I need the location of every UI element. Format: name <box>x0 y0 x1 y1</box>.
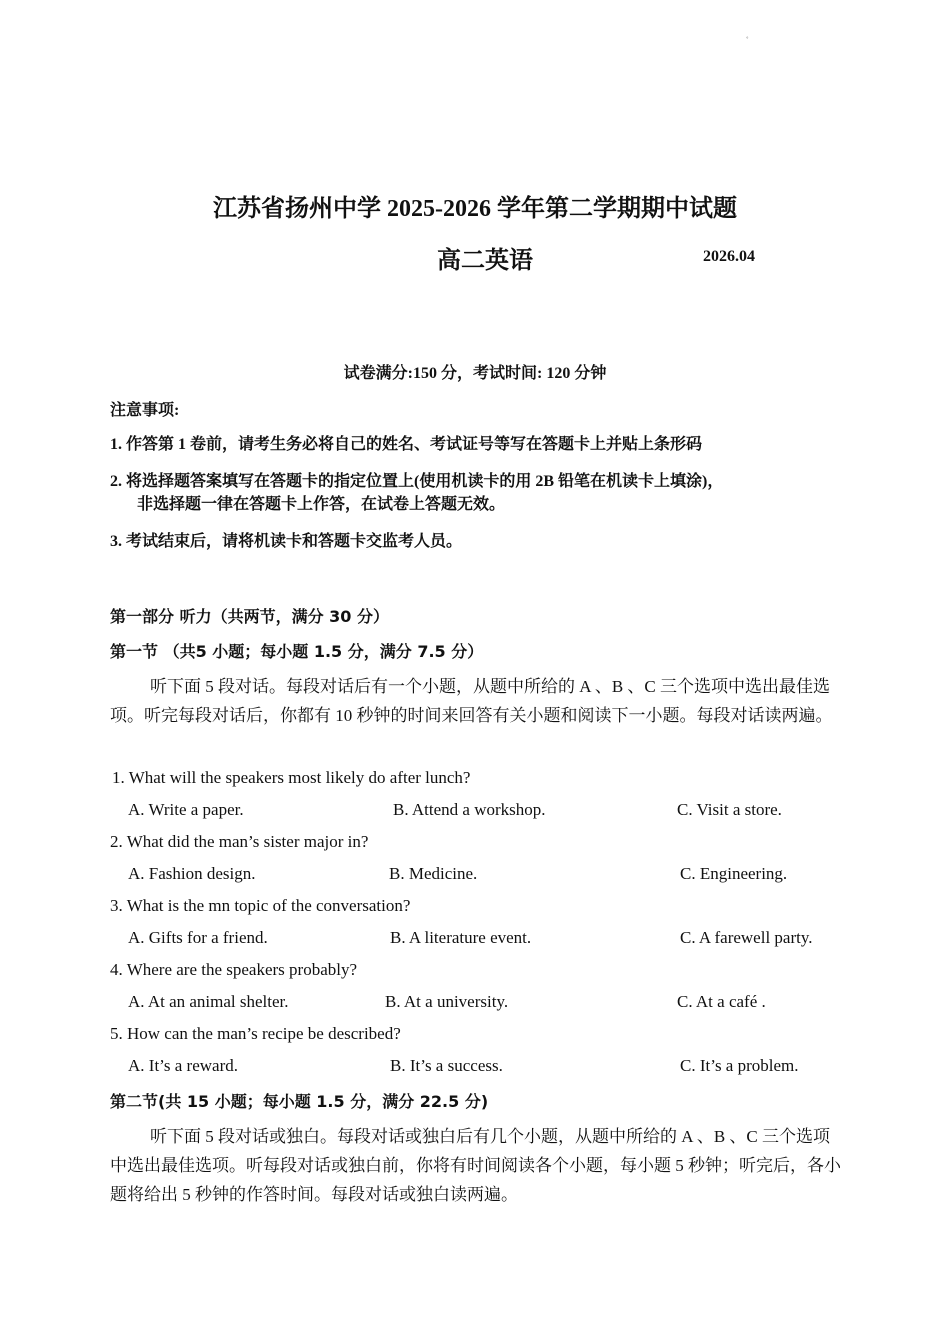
question-4: 4. Where are the speakers probably? <box>110 960 358 979</box>
notice-item-3: 3. 考试结束后，请将机读卡和答题卡交监考人员。 <box>110 533 463 550</box>
corner-mark: ˚ <box>746 36 749 45</box>
question-5: 5. How can the man’s recipe be described? <box>110 1024 401 1043</box>
section2-heading: 第二节(共 15 小题；每小题 1.5 分，满分 22.5 分) <box>110 1092 489 1111</box>
q5-option-c: C. It’s a problem. <box>680 1056 799 1075</box>
notice-item-2-cont: 非选择题一律在答题卡上作答，在试卷上答题无效。 <box>137 496 506 513</box>
question-3: 3. What is the mn topic of the conversation? <box>110 896 411 915</box>
q1-option-c: C. Visit a store. <box>677 800 782 819</box>
q2-option-c: C. Engineering. <box>680 864 788 883</box>
q5-option-b: B. It’s a success. <box>390 1056 503 1075</box>
exam-subtitle: 高二英语 <box>437 248 533 274</box>
score-time-line: 试卷满分:150 分，考试时间: 120 分钟 <box>343 365 607 382</box>
section1-instruction: 听下面 5 段对话。每段对话后有一个小题，从题中所给的 A 、B 、C 三个选项中选出最佳选项。听完每段对话后，你都有 10 秒钟的时间来回答有关小题和阅读下一小题。每段对话读两遍。 <box>110 677 833 725</box>
notice-item-1: 1. 作答第 1 卷前，请考生务必将自己的姓名、考试证号等写在答题卡上并贴上条形码 <box>110 436 703 453</box>
q4-option-b: B. At a university. <box>385 992 509 1011</box>
q3-option-a: A. Gifts for a friend. <box>128 928 268 947</box>
exam-date: 2026.04 <box>703 248 755 265</box>
q1-option-a: A. Write a paper. <box>128 800 244 819</box>
section2-instruction: 听下面 5 段对话或独白。每段对话或独白后有几个小题，从题中所给的 A 、B 、C 三个选项中选出最佳选项。听每段对话或独白前，你将有时间阅读各个小题，每小题 5 秒钟；听完后，各小题将给出 5 秒钟的作答时间。每段对话或独白读两遍。 <box>110 1127 841 1204</box>
q5-option-a: A. It’s a reward. <box>128 1056 238 1075</box>
part1-heading: 第一部分 听力（共两节，满分 30 分） <box>110 607 389 626</box>
q2-option-b: B. Medicine. <box>389 864 478 883</box>
section1-heading: 第一节 （共5 小题；每小题 1.5 分，满分 7.5 分） <box>110 642 484 661</box>
q1-option-b: B. Attend a workshop. <box>393 800 546 819</box>
question-2: 2. What did the man’s sister major in? <box>110 832 369 851</box>
q4-option-a: A. At an animal shelter. <box>128 992 289 1011</box>
q2-option-a: A. Fashion design. <box>128 864 256 883</box>
notice-heading: 注意事项: <box>110 402 180 419</box>
exam-title: 江苏省扬州中学 2025-2026 学年第二学期期中试题 <box>213 196 737 222</box>
question-1: 1. What will the speakers most likely do after lunch? <box>112 768 471 787</box>
q3-option-b: B. A literature event. <box>390 928 532 947</box>
q3-option-c: C. A farewell party. <box>680 928 813 947</box>
notice-item-2: 2. 将选择题答案填写在答题卡的指定位置上(使用机读卡的用 2B 铅笔在机读卡上填涂)， <box>110 473 724 490</box>
q4-option-c: C. At a café . <box>677 992 766 1011</box>
